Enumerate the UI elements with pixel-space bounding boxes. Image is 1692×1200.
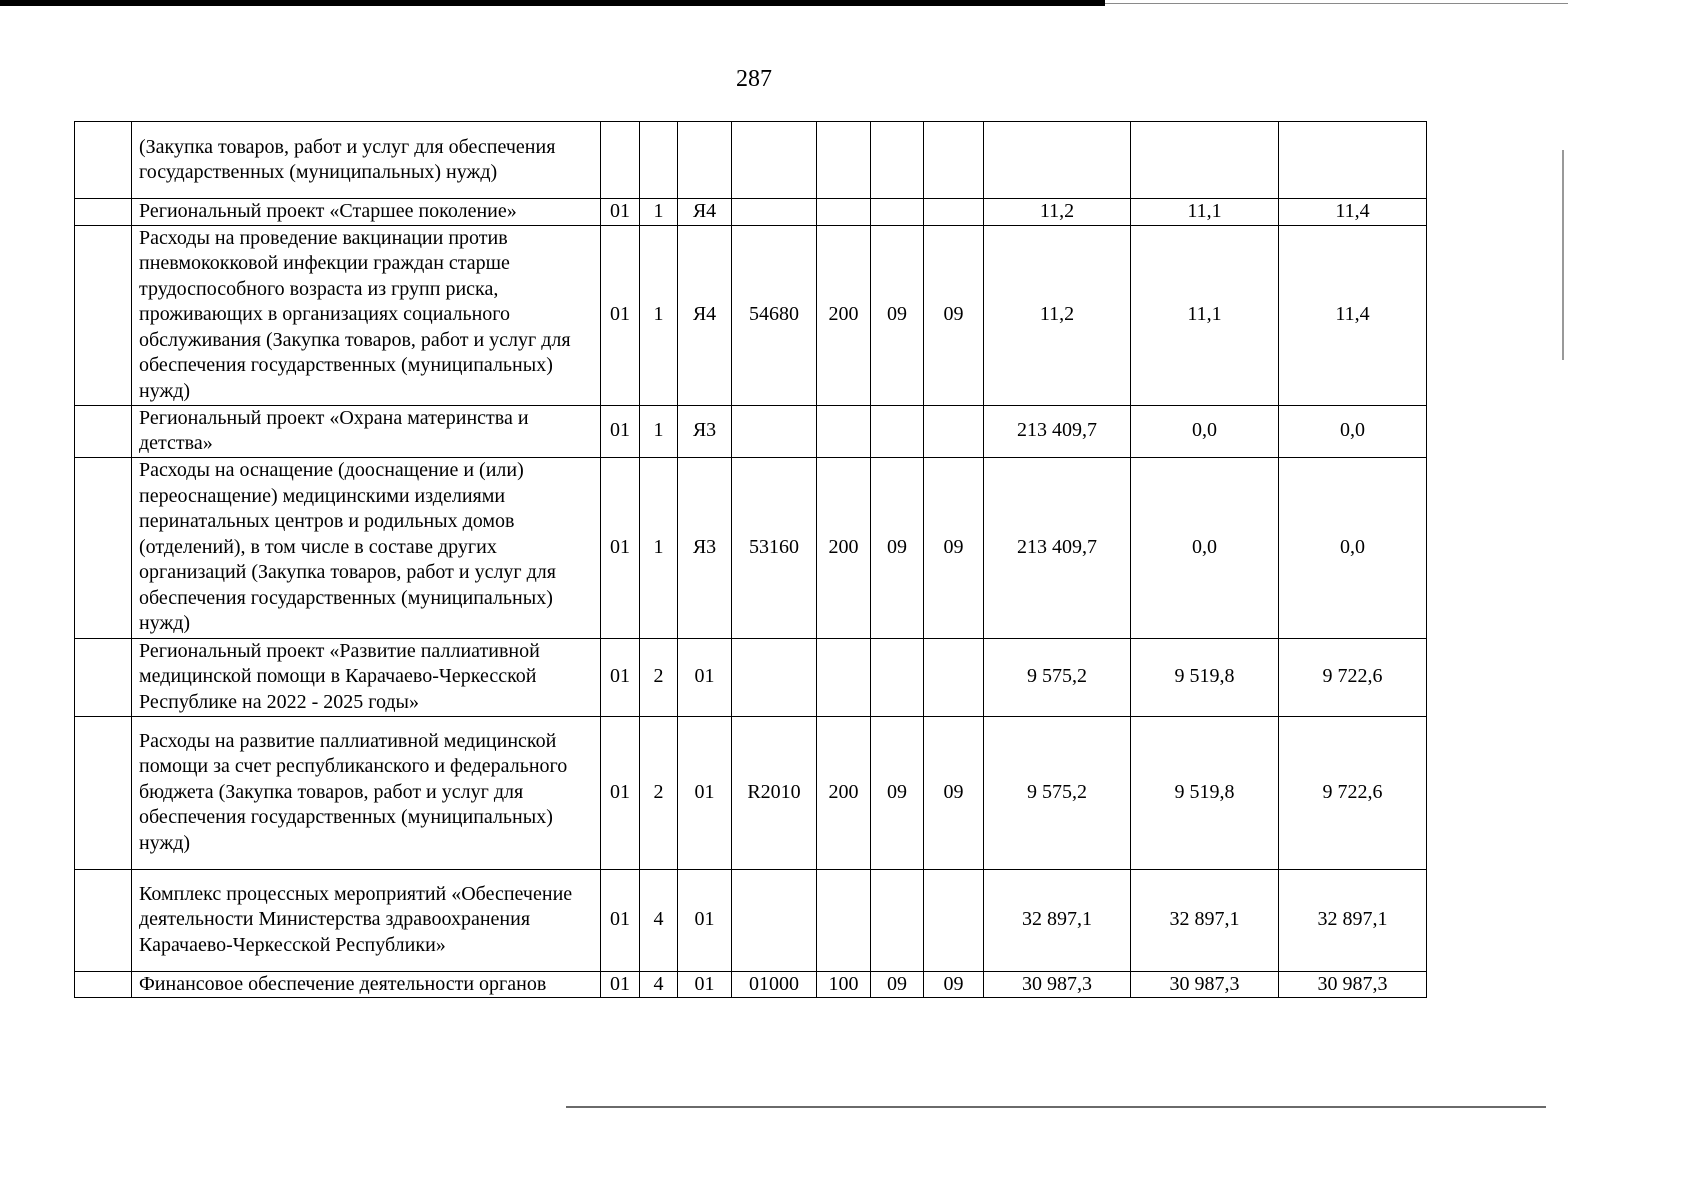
amount-year2-cell: 11,1	[1131, 225, 1279, 405]
amount-year1-cell: 30 987,3	[984, 971, 1131, 998]
code-subsection-cell	[924, 122, 984, 199]
amount-year2-cell: 32 897,1	[1131, 869, 1279, 971]
table-row	[75, 869, 1427, 971]
table-row	[75, 405, 1427, 457]
code-program-cell: 01	[601, 638, 640, 716]
row-number-cell	[75, 122, 132, 199]
amount-year1-cell: 213 409,7	[984, 457, 1131, 638]
code-subsection-cell	[924, 405, 984, 457]
amount-year2-cell: 30 987,3	[1131, 971, 1279, 998]
code-project-cell	[678, 122, 732, 199]
code-subprogram-cell: 1	[640, 199, 678, 226]
row-number-cell	[75, 716, 132, 869]
code-subsection-cell: 09	[924, 457, 984, 638]
code-expense-type-cell: 200	[817, 716, 871, 869]
description-cell: Региональный проект «Охрана материнства и детства»	[132, 405, 601, 457]
amount-year3-cell: 0,0	[1279, 405, 1427, 457]
code-direction-cell: 53160	[732, 457, 817, 638]
table-row	[75, 122, 1427, 199]
amount-year1-cell: 32 897,1	[984, 869, 1131, 971]
code-direction-cell	[732, 869, 817, 971]
amount-year2-cell: 9 519,8	[1131, 716, 1279, 869]
amount-year3-cell: 11,4	[1279, 199, 1427, 226]
amount-year3-cell	[1279, 122, 1427, 199]
code-expense-type-cell: 200	[817, 457, 871, 638]
code-subprogram-cell: 1	[640, 405, 678, 457]
code-subsection-cell	[924, 869, 984, 971]
code-project-cell: 01	[678, 716, 732, 869]
code-subprogram-cell: 4	[640, 869, 678, 971]
amount-year2-cell: 11,1	[1131, 199, 1279, 226]
code-project-cell: 01	[678, 638, 732, 716]
code-subprogram-cell: 1	[640, 457, 678, 638]
code-direction-cell	[732, 122, 817, 199]
amount-year2-cell: 0,0	[1131, 457, 1279, 638]
description-cell: Региональный проект «Старшее поколение»	[132, 199, 601, 226]
code-direction-cell: R2010	[732, 716, 817, 869]
code-section-cell	[871, 638, 924, 716]
code-section-cell	[871, 199, 924, 226]
code-section-cell: 09	[871, 225, 924, 405]
code-subsection-cell: 09	[924, 225, 984, 405]
code-section-cell: 09	[871, 457, 924, 638]
code-project-cell: 01	[678, 971, 732, 998]
amount-year3-cell: 30 987,3	[1279, 971, 1427, 998]
page-number: 287	[736, 66, 772, 92]
code-subsection-cell: 09	[924, 971, 984, 998]
amount-year1-cell: 9 575,2	[984, 716, 1131, 869]
amount-year1-cell	[984, 122, 1131, 199]
description-cell: Финансовое обеспечение деятельности органов	[132, 971, 601, 998]
code-section-cell	[871, 405, 924, 457]
scan-bottom-rule	[566, 1106, 1546, 1108]
code-expense-type-cell	[817, 638, 871, 716]
code-project-cell: Я4	[678, 199, 732, 226]
code-expense-type-cell: 100	[817, 971, 871, 998]
code-program-cell: 01	[601, 869, 640, 971]
table-row	[75, 199, 1427, 226]
amount-year3-cell: 0,0	[1279, 457, 1427, 638]
code-subprogram-cell: 2	[640, 716, 678, 869]
description-cell: (Закупка товаров, работ и услуг для обеспечения государственных (муниципальных) нужд)	[132, 122, 601, 199]
code-expense-type-cell: 200	[817, 225, 871, 405]
scan-top-rule-thin	[1105, 3, 1568, 4]
amount-year1-cell: 11,2	[984, 199, 1131, 226]
code-expense-type-cell	[817, 199, 871, 226]
code-subsection-cell	[924, 199, 984, 226]
code-program-cell: 01	[601, 971, 640, 998]
table-row	[75, 971, 1427, 998]
row-number-cell	[75, 405, 132, 457]
code-subprogram-cell: 2	[640, 638, 678, 716]
code-project-cell: Я3	[678, 457, 732, 638]
code-section-cell: 09	[871, 971, 924, 998]
row-number-cell	[75, 869, 132, 971]
code-subprogram-cell	[640, 122, 678, 199]
amount-year2-cell	[1131, 122, 1279, 199]
amount-year1-cell: 9 575,2	[984, 638, 1131, 716]
table-row	[75, 638, 1427, 716]
scan-top-rule	[0, 0, 1105, 6]
code-expense-type-cell	[817, 869, 871, 971]
description-cell: Комплекс процессных мероприятий «Обеспечение деятельности Министерства здравоохранения Карачаево-Черкесской Республики»	[132, 869, 601, 971]
code-subsection-cell	[924, 638, 984, 716]
row-number-cell	[75, 971, 132, 998]
code-subprogram-cell: 4	[640, 971, 678, 998]
code-section-cell	[871, 869, 924, 971]
code-program-cell: 01	[601, 225, 640, 405]
row-number-cell	[75, 457, 132, 638]
row-number-cell	[75, 225, 132, 405]
code-program-cell: 01	[601, 716, 640, 869]
table-row	[75, 716, 1427, 869]
code-direction-cell	[732, 405, 817, 457]
budget-table	[74, 121, 1427, 998]
code-program-cell: 01	[601, 199, 640, 226]
amount-year2-cell: 9 519,8	[1131, 638, 1279, 716]
code-direction-cell	[732, 638, 817, 716]
code-project-cell: Я4	[678, 225, 732, 405]
amount-year3-cell: 11,4	[1279, 225, 1427, 405]
code-subprogram-cell: 1	[640, 225, 678, 405]
code-program-cell: 01	[601, 405, 640, 457]
table-row	[75, 225, 1427, 405]
code-project-cell: 01	[678, 869, 732, 971]
description-cell: Расходы на развитие паллиативной медицинской помощи за счет республиканского и федерального бюджета (Закупка товаров, работ и услуг для обеспечения государственных (муниципальных) нужд)	[132, 716, 601, 869]
code-program-cell: 01	[601, 457, 640, 638]
row-number-cell	[75, 638, 132, 716]
description-cell: Расходы на оснащение (дооснащение и (или) переоснащение) медицинскими изделиями перинатальных центров и родильных домов (отделений), в том числе в составе других организаций (Закупка товаров, работ и услуг для обеспечения государственных (муниципальных) нужд)	[132, 457, 601, 638]
amount-year2-cell: 0,0	[1131, 405, 1279, 457]
code-expense-type-cell	[817, 405, 871, 457]
amount-year1-cell: 213 409,7	[984, 405, 1131, 457]
amount-year3-cell: 32 897,1	[1279, 869, 1427, 971]
table-body	[75, 122, 1427, 998]
description-cell: Расходы на проведение вакцинации против пневмококковой инфекции граждан старше трудоспособного возраста из групп риска, проживающих в организациях социального обслуживания (Закупка товаров, работ и услуг для обеспечения государственных (муниципальных) нужд)	[132, 225, 601, 405]
code-project-cell: Я3	[678, 405, 732, 457]
amount-year3-cell: 9 722,6	[1279, 638, 1427, 716]
amount-year1-cell: 11,2	[984, 225, 1131, 405]
code-subsection-cell: 09	[924, 716, 984, 869]
description-cell: Региональный проект «Развитие паллиативной медицинской помощи в Карачаево-Черкесской Республике на 2022 - 2025 годы»	[132, 638, 601, 716]
code-direction-cell: 01000	[732, 971, 817, 998]
code-program-cell	[601, 122, 640, 199]
code-section-cell: 09	[871, 716, 924, 869]
code-direction-cell	[732, 199, 817, 226]
row-number-cell	[75, 199, 132, 226]
amount-year3-cell: 9 722,6	[1279, 716, 1427, 869]
code-expense-type-cell	[817, 122, 871, 199]
code-section-cell	[871, 122, 924, 199]
table-row	[75, 457, 1427, 638]
code-direction-cell: 54680	[732, 225, 817, 405]
scan-right-edge	[1562, 150, 1564, 360]
